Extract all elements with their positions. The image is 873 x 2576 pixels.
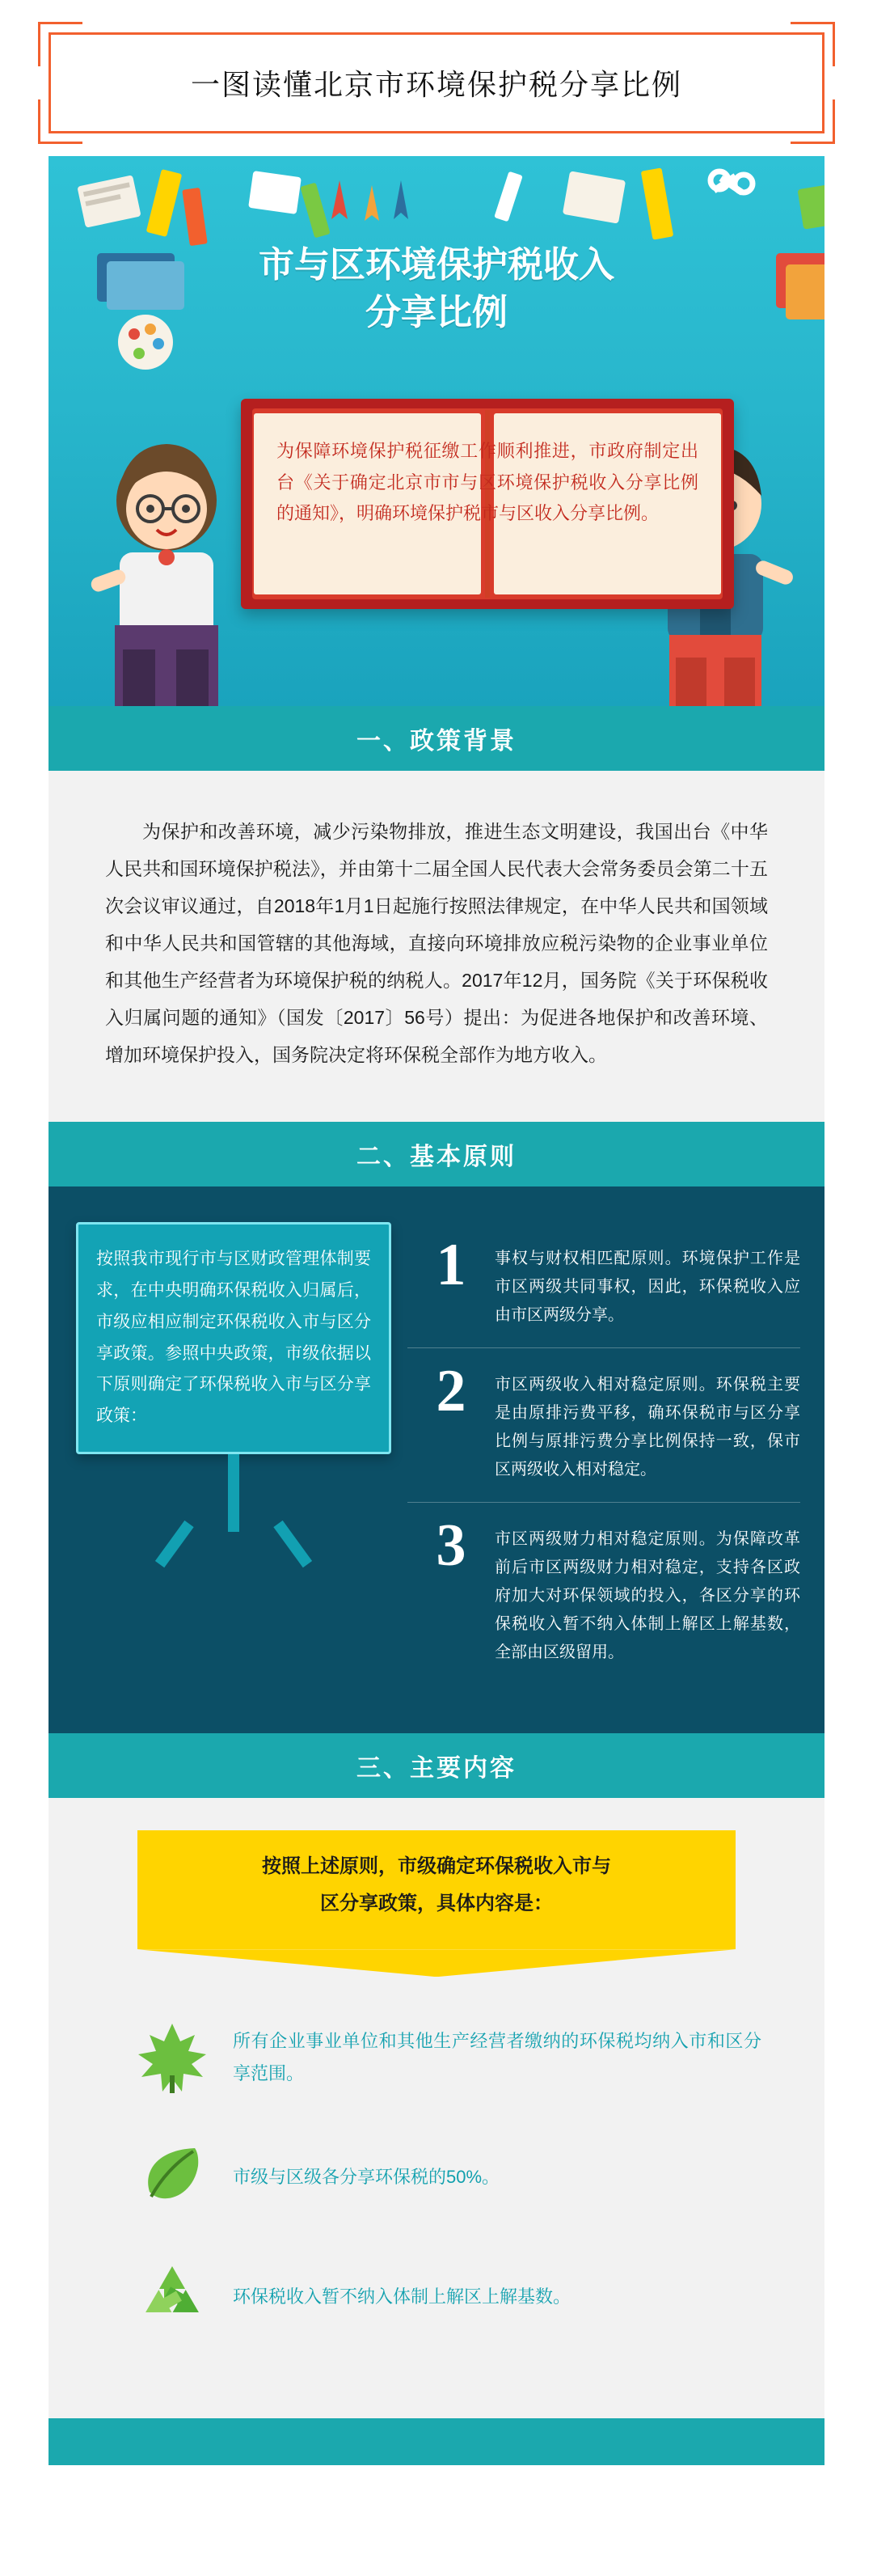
page-title: 一图读懂北京市环境保护税分享比例 <box>190 68 682 101</box>
sign-post-leg-right <box>273 1521 312 1567</box>
section-3-body <box>48 1798 824 2418</box>
principle-item <box>407 1503 800 1685</box>
title-section <box>0 0 873 148</box>
principle-text: 市区两级财力相对稳定原则。为保障改革前后市区两级财力相对稳定，支持各区政府加大对环保领域的投入，各区分享的环保税收入暂不纳入体制上解区上解基数，全部由区级留用。 <box>495 1530 800 1661</box>
content-items <box>112 2019 761 2336</box>
sign-post-stem <box>228 1454 239 1532</box>
girl-illustration <box>73 383 259 706</box>
hero-heading-line1: 市与区环境保护税收入 <box>259 245 614 285</box>
content-item-text: 环保税收入暂不纳入体制上解区上解基数。 <box>233 2286 571 2307</box>
sign-post-graphic <box>76 1454 391 1576</box>
principle-text: 市区两级收入相对稳定原则。环保税主要是由原排污费平移，确环保税市与区分享比例与原排污费分享比例保持一致，保市区两级收入相对稳定。 <box>495 1376 800 1478</box>
content-item-text: 市级与区级各分享环保税的50%。 <box>233 2166 500 2187</box>
section-3-ribbon <box>137 1830 736 1949</box>
hero-book-text: 为保障环境保护税征缴工作顺利推进，市政府制定出台《关于确定北京市市与区环境保护税收入分享比例的通知》，明确环境保护税市与区收入分享比例。 <box>276 441 698 523</box>
principle-item <box>407 1348 800 1503</box>
principle-text: 事权与财权相匹配原则。环境保护工作是市区两级共同事权，因此，环保税收入应由市区两级分享。 <box>495 1250 800 1324</box>
hero-banner <box>48 156 824 706</box>
principles-sign-text: 按照我市现行市与区财政管理体制要求，在中央明确环保税收入归属后，市级应相应制定环保税收入市与区分享政策。参照中央政策，市级依据以下原则确定了环保税收入市与区分享政策： <box>76 1222 391 1454</box>
ribbon-line2: 区分享政策，具体内容是： <box>320 1892 553 1914</box>
title-frame <box>48 32 824 133</box>
corner-deco-top-left <box>38 22 82 66</box>
maple-leaf-icon <box>112 2019 233 2096</box>
content-item <box>112 2019 761 2096</box>
principle-item <box>407 1222 800 1348</box>
content-item <box>112 2138 761 2216</box>
principle-number: 1 <box>436 1232 466 1298</box>
corner-deco-bottom-left <box>38 99 82 144</box>
principle-number: 3 <box>436 1512 466 1579</box>
leaf-icon <box>112 2138 233 2216</box>
section-1-bar: 一、政策背景 <box>48 706 824 771</box>
principle-number: 2 <box>436 1358 466 1424</box>
section-3-bar: 三、主要内容 <box>48 1733 824 1798</box>
content-item-text: 所有企业事业单位和其他生产经营者缴纳的环保税均纳入市和区分享范围。 <box>233 2030 761 2084</box>
hero-heading-line2: 分享比例 <box>365 293 508 333</box>
section-1-body <box>48 771 824 1122</box>
footer-bar <box>48 2418 824 2465</box>
section-1-paragraph: 为保护和改善环境，减少污染物排放，推进生态文明建设，我国出台《中华人民共和国环境保护税法》，并由第十二届全国人民代表大会常务委员会第二十五次会议审议通过，自2018年1月1日起施行按照法律规定，在中华人民共和国领域和中华人民共和国管辖的其他海域，直接向环境排放应税污染物的企业事业单位和其他生产经营者为环境保护税的纳税人。2017年12月，国务院《关于环保税收入归属问题的通知》（国发〔2017〕56号）提出：为促进各地保护和改善环境、增加环境保护投入，国务院决定将环保税全部作为地方收入。 <box>105 821 768 1065</box>
corner-deco-top-right <box>791 22 835 66</box>
principles-list <box>391 1222 824 1685</box>
principles-sign-column <box>48 1222 391 1685</box>
recycle-icon <box>112 2258 233 2336</box>
section-2-body <box>48 1186 824 1733</box>
corner-deco-bottom-right <box>791 99 835 144</box>
bottom-padding <box>0 2465 873 2489</box>
open-book-graphic <box>241 399 734 609</box>
section-2-bar: 二、基本原则 <box>48 1122 824 1186</box>
content-item <box>112 2258 761 2336</box>
hero-heading <box>48 241 824 337</box>
ribbon-line1: 按照上述原则，市级确定环保税收入市与 <box>262 1855 611 1877</box>
sign-post-leg-left <box>155 1521 194 1567</box>
